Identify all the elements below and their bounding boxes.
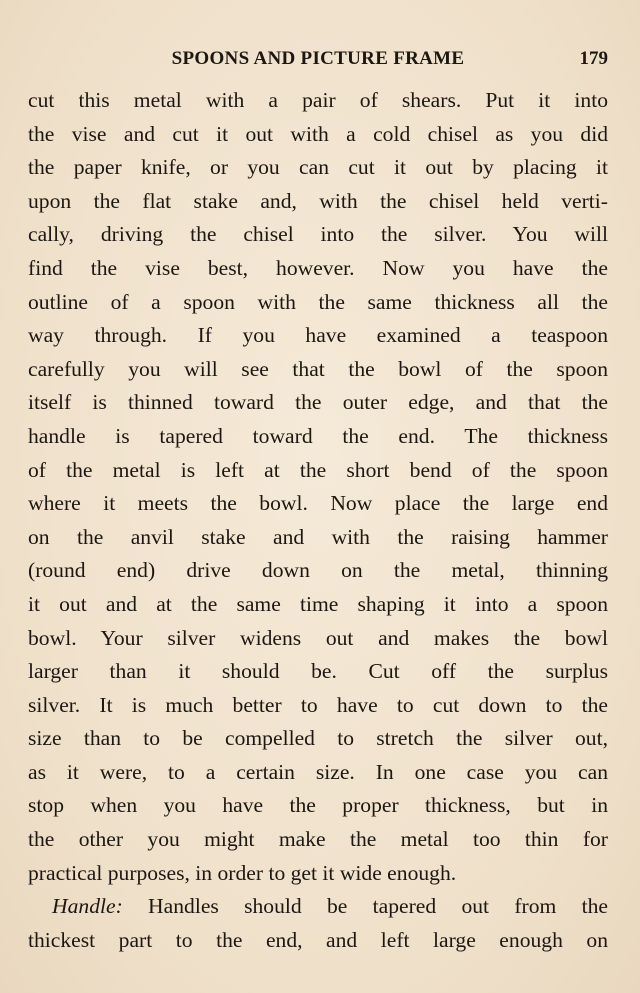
text-line: where it meets the bowl. Now place the large end [28, 491, 608, 516]
paragraph-first-line [28, 890, 608, 924]
text-line: handle is tapered toward the end. The thickness [28, 423, 608, 448]
text-line: larger than it should be. Cut off the surplus [28, 659, 608, 684]
first-line-text: Handles should be tapered out from the [122, 894, 608, 919]
text-line: cally, driving the chisel into the silver. You will [28, 222, 608, 247]
text-line: carefully you will see that the bowl of the spoon [28, 356, 608, 381]
running-title: SPOONS AND PICTURE FRAME [171, 48, 465, 69]
text-line: itself is thinned toward the outer edge, and that the [28, 390, 608, 415]
page-number: 179 [579, 48, 608, 69]
text-line: practical purposes, in order to get it wide enough. [28, 860, 457, 885]
text-line: thickest part to the end, and left large enough on [28, 927, 608, 952]
text-line: upon the flat stake and, with the chisel held verti- [28, 188, 608, 213]
text-line: way through. If you have examined a teaspoon [28, 323, 608, 348]
text-line: the paper knife, or you can cut it out by placing it [28, 155, 608, 180]
text-line: the vise and cut it out with a cold chisel as you did [28, 121, 608, 146]
text-line: size than to be compelled to stretch the silver out, [28, 726, 608, 751]
text-line: the other you might make the metal too thin for [28, 827, 608, 852]
text-line: on the anvil stake and with the raising hammer [28, 524, 608, 549]
text-line: of the metal is left at the short bend of the spoon [28, 457, 608, 482]
text-line: bowl. Your silver widens out and makes the bowl [28, 625, 608, 650]
running-head [28, 48, 608, 76]
text-line: find the vise best, however. Now you have the [28, 255, 608, 280]
text-line: (round end) drive down on the metal, thinning [28, 558, 608, 583]
text-line: it out and at the same time shaping it into a spoon [28, 591, 608, 616]
text-line: cut this metal with a pair of shears. Put it into [28, 88, 608, 112]
section-lead-word: Handle: [52, 894, 123, 919]
text-line: silver. It is much better to have to cut down to the [28, 692, 608, 717]
text-line: as it were, to a certain size. In one case you can [28, 759, 608, 784]
body-text [28, 84, 608, 957]
text-line: outline of a spoon with the same thickness all the [28, 289, 608, 314]
text-line: stop when you have the proper thickness, but in [28, 793, 608, 818]
